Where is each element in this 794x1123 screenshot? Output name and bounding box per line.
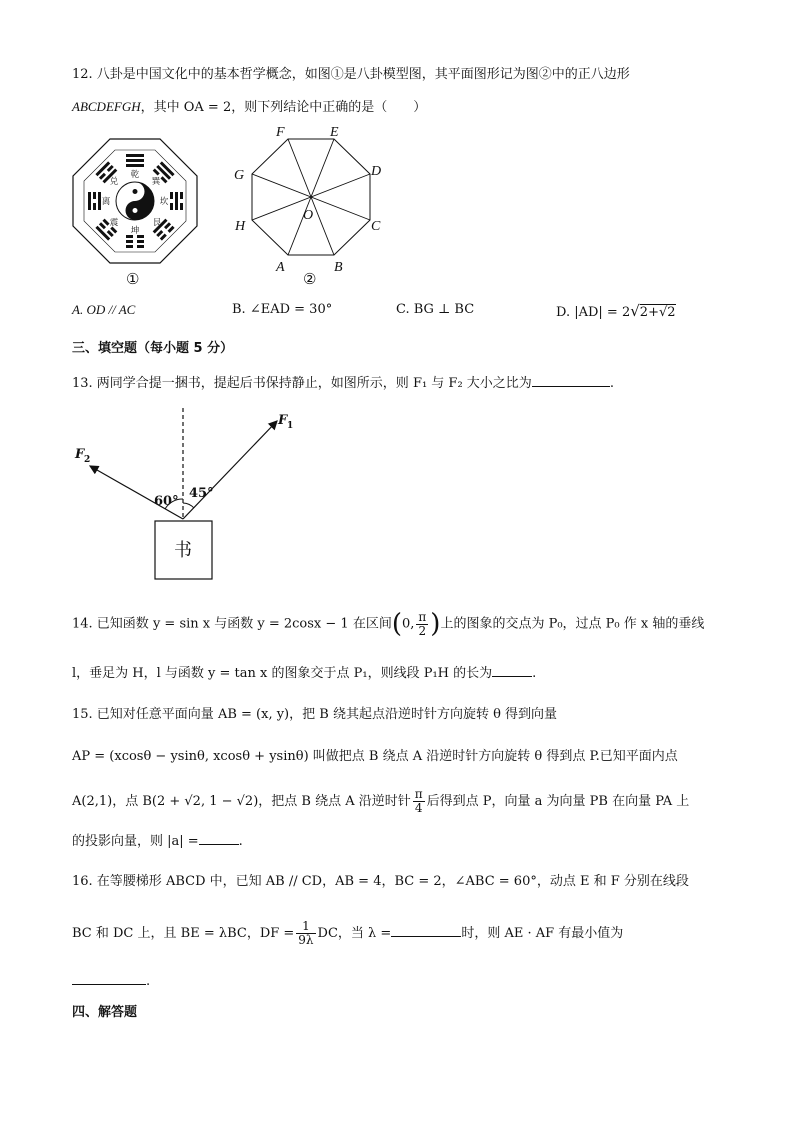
- option-b[interactable]: B. ∠EAD = 30°: [232, 302, 333, 317]
- book-label: 书: [174, 540, 192, 561]
- vertex-label-e: E: [330, 125, 339, 140]
- option-d[interactable]: D. |AD| = 2√2+√2: [556, 302, 676, 320]
- q16-lambda-blank[interactable]: [391, 924, 461, 937]
- q16-line1: 16. 在等腰梯形 ABCD 中，已知 AB // CD，AB = 4，BC = 2，∠ABC = 60°，动点 E 和 F 分别在线段: [72, 874, 689, 889]
- q14-line2: [72, 664, 536, 683]
- angle-label-60: 60°: [154, 494, 179, 509]
- q14-stem-a: 14. 已知函数 y = sin x 与函数 y = 2cosx − 1 在区间: [72, 616, 392, 632]
- trigram-label-li: 离: [101, 197, 111, 207]
- trigram-label-gen: 艮: [152, 218, 162, 228]
- q16-frac-num: 1: [296, 920, 315, 934]
- q14-frac-num: π: [418, 609, 427, 624]
- q14-interval-left: 0,: [401, 616, 415, 632]
- q13-stem: 13. 两同学合提一捆书，提起后书保持静止，如图所示，则 F₁ 与 F₂ 大小之比为: [72, 376, 532, 391]
- q16-line2: [72, 914, 623, 954]
- trigram-label-xun: 巽: [151, 177, 161, 187]
- q13-answer-blank[interactable]: [532, 374, 610, 387]
- q13-end: .: [609, 376, 614, 391]
- q15-line3: [72, 782, 689, 822]
- force-label-f2: F: [75, 447, 85, 462]
- q15-end: .: [238, 834, 243, 849]
- force-diagram: [70, 404, 310, 584]
- q16-line3: [72, 972, 150, 991]
- option-c[interactable]: C. BG ⊥ BC: [396, 302, 475, 317]
- q15-frac-den: 4: [414, 801, 423, 815]
- q16-end: .: [146, 974, 151, 989]
- option-a[interactable]: A. OD // AC: [72, 302, 136, 317]
- figure2-caption: ②: [303, 270, 317, 288]
- q14-stem-c: l，垂足为 H，l 与函数 y = tan x 的图象交于点 P₁，则线段 P₁H 的长为: [72, 666, 493, 681]
- vertex-label-g: G: [234, 168, 245, 183]
- q15-line1: 15. 已知对任意平面向量 AB = (x, y)，把 B 绕其起点沿逆时针方向旋转 θ 得到向量: [72, 707, 558, 722]
- q16-stem-b: DC，当 λ =: [317, 926, 392, 941]
- force-label-f1-sub: 1: [287, 421, 294, 431]
- trigram-label-qian: 乾: [130, 170, 140, 180]
- vertex-label-c: C: [371, 219, 381, 234]
- section-heading-fill-blank: 三、填空题（每小题 5 分）: [72, 341, 234, 356]
- force-label-f1: F: [278, 413, 288, 428]
- angle-label-45: 45°: [189, 486, 214, 501]
- octagon-name: ABCDEFGH: [72, 99, 141, 114]
- vertex-label-d: D: [371, 164, 382, 179]
- trigram-label-dui: 兑: [109, 177, 119, 187]
- q14-answer-blank[interactable]: [492, 664, 532, 677]
- q14-end: .: [532, 666, 537, 681]
- q14-line1: 14. 已知函数 y = sin x 与函数 y = 2cosx − 1 在区间(0, $\frac{\pi}{2}$ )上的图象的交点为 P₀，过点 P₀ 作 x 轴的垂线: [72, 609, 705, 639]
- vertex-label-h: H: [235, 219, 246, 234]
- section-heading-solutions: 四、解答题: [72, 1005, 138, 1020]
- q15-stem-a: A(2,1)，点 B(2 + √2, 1 − √2)，把点 B 绕点 A 沿逆时针: [72, 794, 411, 809]
- q12-line2-rest: ，其中 OA = 2，则下列结论中正确的是（ ）: [140, 100, 427, 115]
- octagon-figure: [230, 122, 390, 282]
- vertex-label-f: F: [276, 125, 285, 140]
- trigram-label-zhen: 震: [109, 218, 119, 228]
- q15-line2: AP = (xcosθ − ysinθ, xcosθ + ysinθ) 叫做把点 B 绕点 A 沿逆时针方向旋转 θ 得到点 P.已知平面内点: [72, 749, 678, 764]
- q15-stem-b: 后得到点 P，向量 a 为向量 PB 在向量 PA 上: [426, 794, 690, 809]
- q15-line4: [72, 832, 243, 851]
- figure1-caption: ①: [126, 270, 140, 288]
- q16-stem-c: 时，则 AE · AF 有最小值为: [461, 926, 624, 941]
- trigram-label-kan: 坎: [159, 197, 169, 207]
- bagua-figure: [70, 136, 200, 266]
- option-d-prefix: D. |AD| = 2: [556, 305, 631, 320]
- q16-min-blank[interactable]: [72, 972, 146, 985]
- vertex-label-a: A: [276, 260, 285, 275]
- center-label-o: O: [303, 208, 314, 223]
- q16-frac-den: 9λ: [298, 933, 314, 947]
- q14-frac-den: 2: [418, 623, 427, 638]
- trigram-label-kun: 坤: [130, 226, 140, 236]
- q15-stem-c: 的投影向量，则 |a| =: [72, 834, 199, 849]
- q12-line2: [72, 98, 426, 117]
- option-d-radical: 2+√2: [639, 305, 676, 320]
- vertex-label-b: B: [334, 260, 343, 275]
- q15-answer-blank[interactable]: [199, 832, 239, 845]
- q14-stem-b: 上的图象的交点为 P₀，过点 P₀ 作 x 轴的垂线: [440, 616, 705, 632]
- q16-stem-a: BC 和 DC 上，且 BE = λBC，DF =: [72, 926, 295, 941]
- q13-text: [72, 374, 614, 393]
- force-label-f2-sub: 2: [84, 455, 91, 465]
- q15-frac-num: π: [414, 787, 423, 801]
- q12-line1: 12. 八卦是中国文化中的基本哲学概念，如图①是八卦模型图，其平面图形记为图②中的正八边形: [72, 67, 630, 82]
